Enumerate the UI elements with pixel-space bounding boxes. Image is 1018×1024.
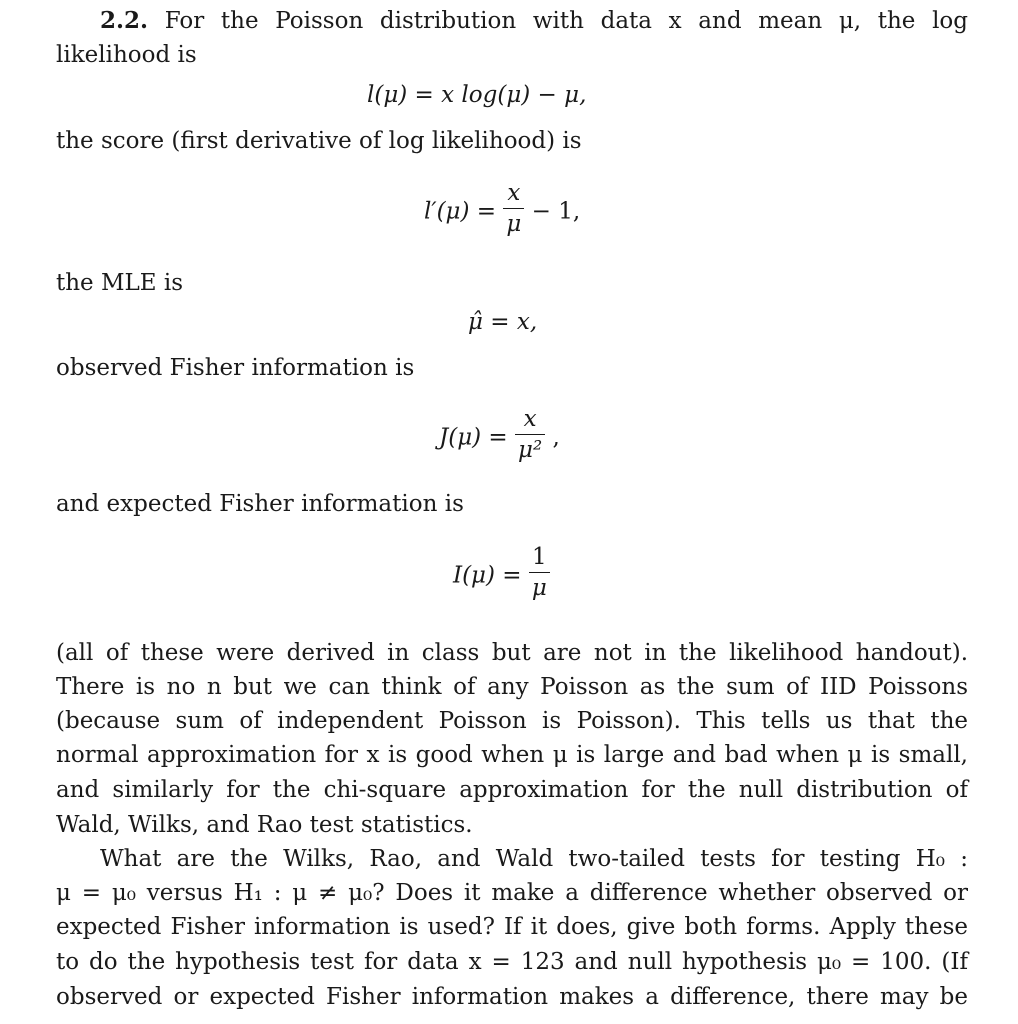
score-text: the score (first derivative of log likelihood) is xyxy=(56,128,582,154)
expected-info-text: and expected Fisher information is xyxy=(56,491,464,517)
score-denominator: μ xyxy=(503,208,524,239)
question-line: observed or expected Fisher information makes a difference, there may be xyxy=(56,984,968,1010)
paragraph-line: and similarly for the chi-square approximation for the null distribution of xyxy=(56,777,968,803)
observed-lhs: J(μ) = xyxy=(439,424,508,451)
paragraph-line: There is no n but we can think of any Poisson as the sum of IID Poissons xyxy=(56,674,968,700)
observed-fraction xyxy=(515,404,545,465)
question-line: What are the Wilks, Rao, and Wald two-tailed tests for testing H₀ : xyxy=(100,846,968,872)
mle-text: the MLE is xyxy=(56,270,184,296)
heading-number: 2.2. xyxy=(100,7,149,34)
question-line: expected Fisher information is used? If it does, give both forms. Apply these xyxy=(56,914,968,940)
observed-numerator: x xyxy=(523,406,537,432)
expected-numerator: 1 xyxy=(532,544,547,570)
score-rhs: − 1, xyxy=(531,198,581,225)
equation-observed-info xyxy=(439,408,560,469)
observed-rhs: , xyxy=(552,424,560,451)
paragraph-line: (because sum of independent Poisson is Poisson). This tells us that the xyxy=(56,708,968,734)
paragraph-line: Wald, Wilks, and Rao test statistics. xyxy=(56,812,473,838)
expected-denominator: μ xyxy=(529,572,550,603)
intro-text: For the Poisson distribution with data x and mean μ, the log xyxy=(164,8,969,34)
equation-expected-info xyxy=(453,546,550,607)
expected-fraction xyxy=(529,542,550,603)
question-line: μ = μ₀ versus H₁ : μ ≠ μ₀? Does it make a difference whether observed or xyxy=(56,880,968,906)
equation-mle: μ̂ = x, xyxy=(468,309,538,335)
score-numerator: x xyxy=(507,180,521,206)
expected-lhs: I(μ) = xyxy=(453,562,522,589)
equation-log-likelihood: l(μ) = x log(μ) − μ, xyxy=(367,82,587,108)
observed-denominator: μ² xyxy=(515,434,545,465)
score-lhs: l′(μ) = xyxy=(424,198,497,225)
intro-line-2: likelihood is xyxy=(56,42,197,68)
equation-score xyxy=(424,182,580,243)
question-line: to do the hypothesis test for data x = 123 and null hypothesis μ₀ = 100. (If xyxy=(56,949,968,975)
paragraph-line: (all of these were derived in class but are not in the likelihood handout). xyxy=(56,640,968,666)
intro-line-1 xyxy=(100,4,968,38)
observed-info-text: observed Fisher information is xyxy=(56,355,415,381)
score-fraction xyxy=(503,178,524,239)
paragraph-line: normal approximation for x is good when μ is large and bad when μ is small, xyxy=(56,742,968,768)
